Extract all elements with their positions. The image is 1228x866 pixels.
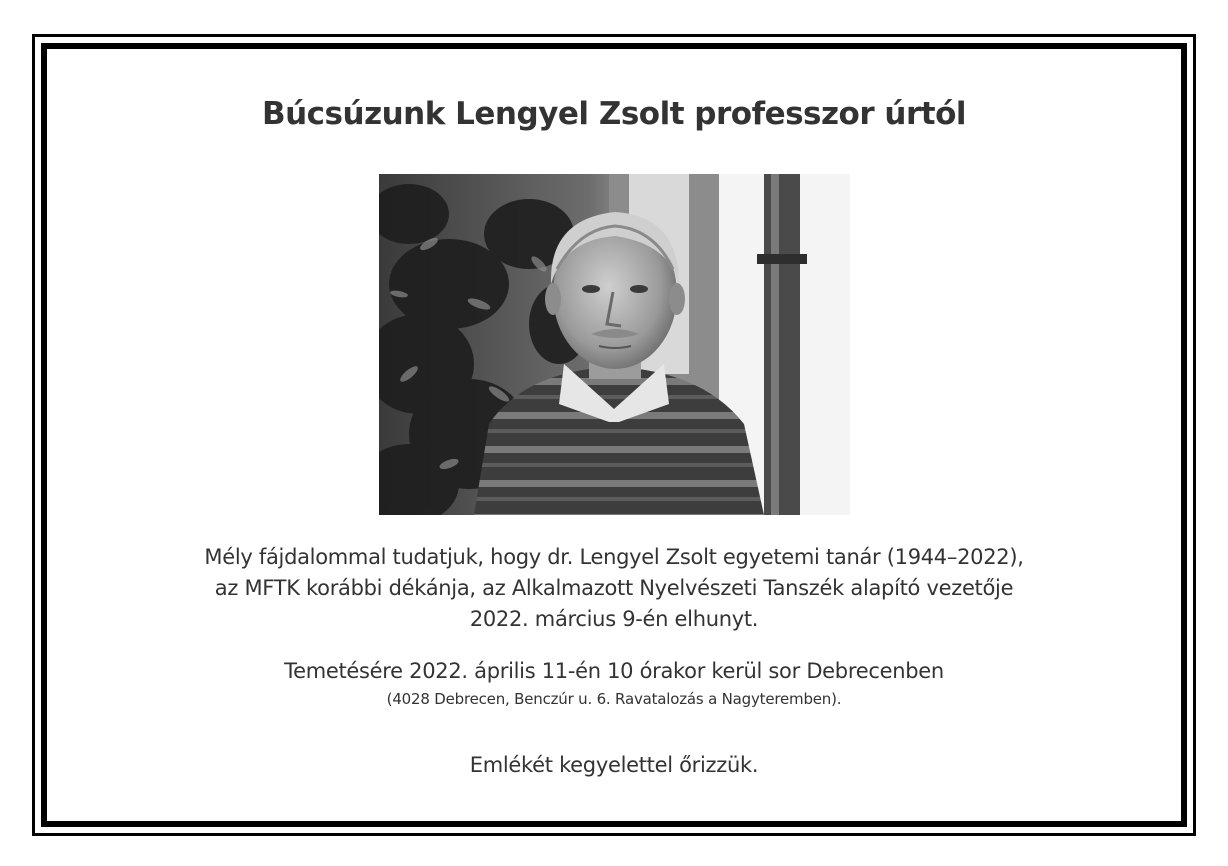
announcement-text	[0, 542, 1228, 635]
announcement-line-2: az MFTK korábbi dékánja, az Alkalmazott Nyelvészeti Tanszék alapító vezetője	[214, 576, 1014, 600]
closing-text: Emlékét kegyelettel őrizzük.	[469, 753, 759, 777]
announcement-line-3: 2022. március 9-én elhunyt.	[469, 607, 759, 631]
portrait-photo	[379, 174, 850, 515]
funeral-info: Temetésére 2022. április 11-én 10 órakor kerül sor Debrecenben	[284, 659, 944, 683]
page-title: Búcsúzunk Lengyel Zsolt professzor úrtól	[261, 96, 967, 132]
announcement-line-1: Mély fájdalommal tudatjuk, hogy dr. Lengyel Zsolt egyetemi tanár (1944–2022),	[204, 545, 1024, 569]
funeral-address: (4028 Debrecen, Benczúr u. 6. Ravatalozás a Nagyteremben).	[386, 690, 842, 708]
